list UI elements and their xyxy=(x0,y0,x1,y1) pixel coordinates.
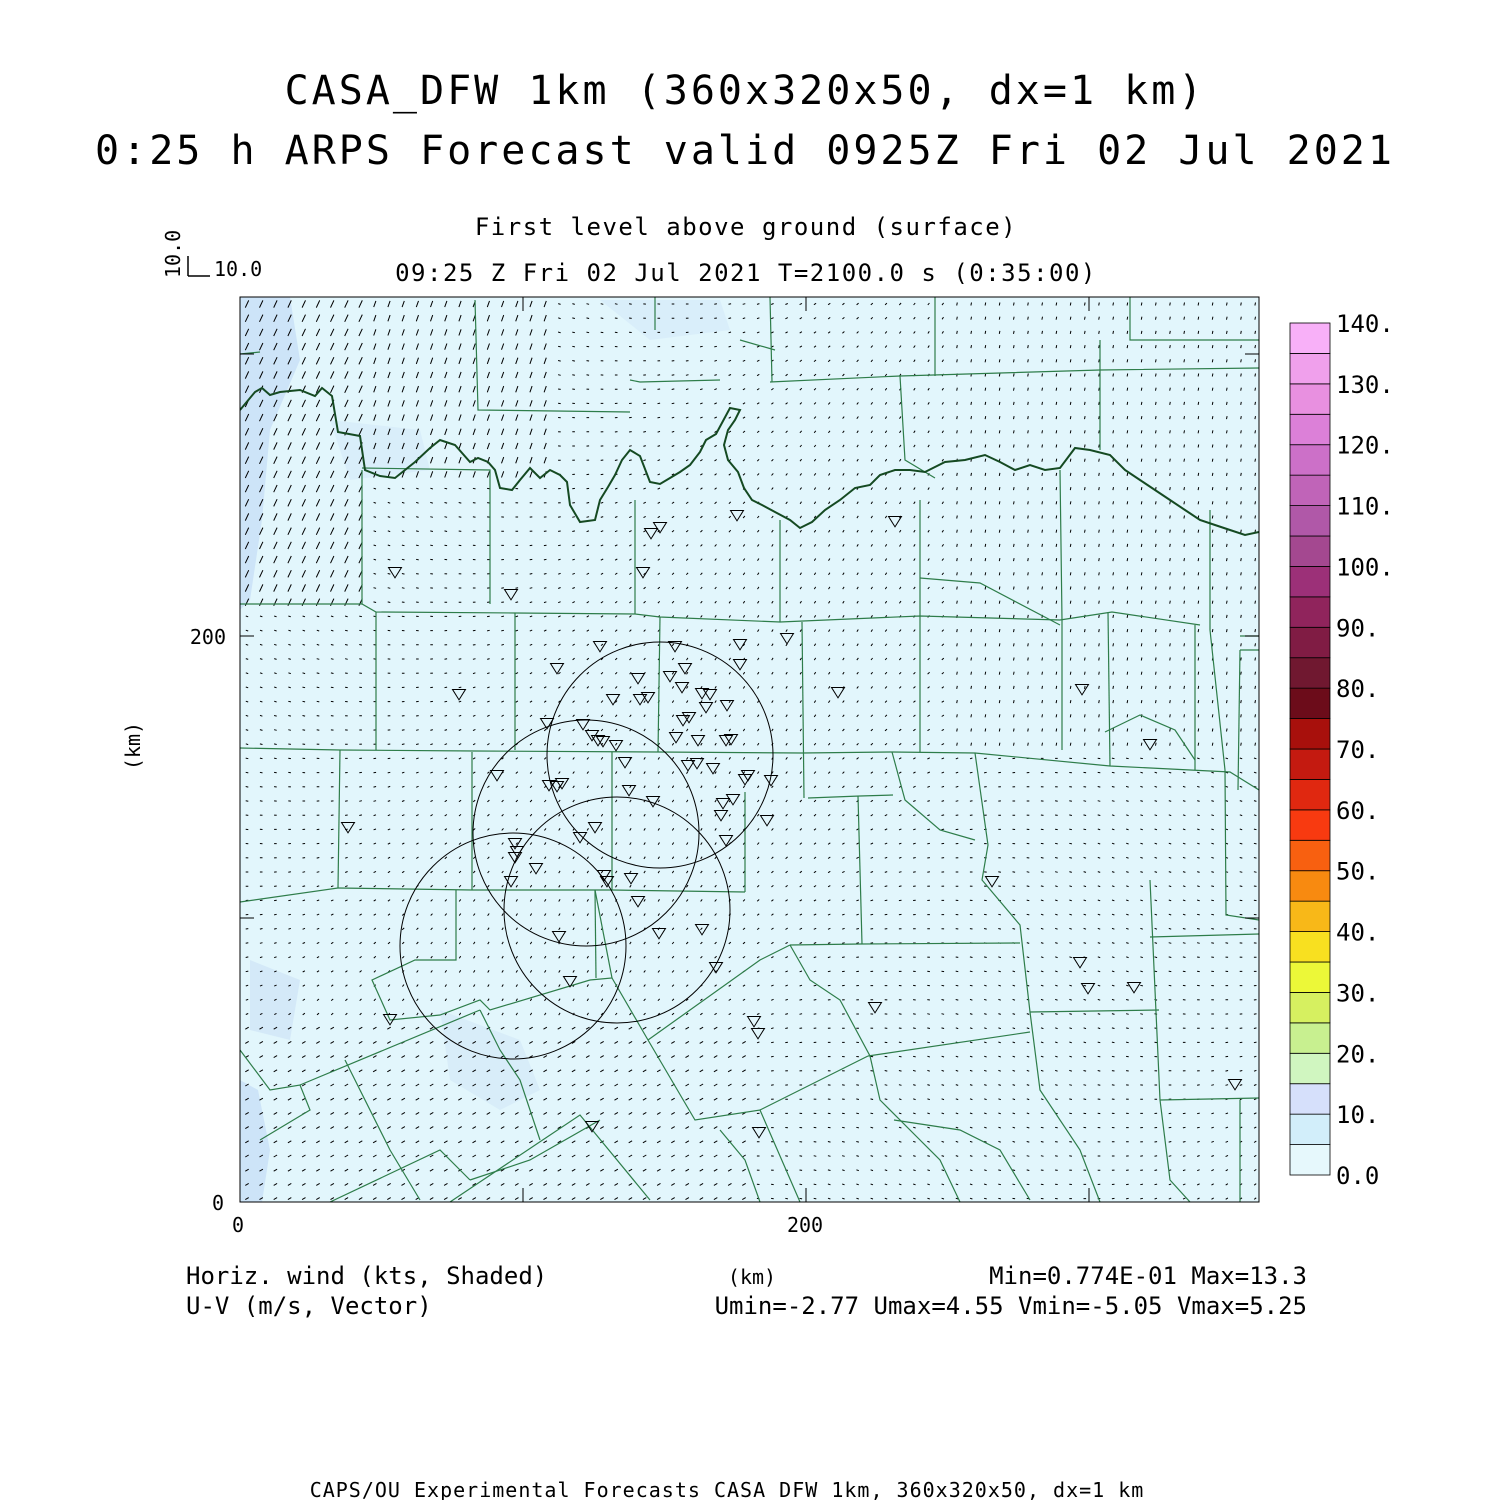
x-tick-200: 200 xyxy=(786,1213,824,1237)
colorbar-swatch xyxy=(1290,445,1330,475)
colorbar-swatch xyxy=(1290,719,1330,749)
colorbar-swatch xyxy=(1290,506,1330,536)
y-axis-label: (km) xyxy=(121,721,145,771)
x-tick-0: 0 xyxy=(231,1213,245,1237)
colorbar-swatch xyxy=(1290,475,1330,505)
colorbar-swatch xyxy=(1290,810,1330,840)
colorbar-label: 0.0 xyxy=(1336,1162,1380,1190)
colorbar-swatch xyxy=(1290,688,1330,718)
y-tick-200: 200 xyxy=(189,625,226,649)
subtitle-time: 09:25 Z Fri 02 Jul 2021 T=2100.0 s (0:35:00) xyxy=(395,259,1097,287)
colorbar-label: 140. xyxy=(1336,310,1394,338)
title-line-2: 0:25 h ARPS Forecast valid 0925Z Fri 02 Jul 2021 xyxy=(95,128,1395,174)
colorbar-swatch xyxy=(1290,749,1330,779)
colorbar-label: 20. xyxy=(1336,1040,1380,1069)
colorbar-swatch xyxy=(1290,779,1330,809)
colorbar-label: 50. xyxy=(1336,857,1380,886)
colorbar-swatch xyxy=(1290,536,1330,566)
colorbar-swatch xyxy=(1290,597,1330,627)
colorbar-label: 60. xyxy=(1336,796,1380,825)
colorbar-swatch xyxy=(1290,962,1330,992)
subtitle-level: First level above ground (surface) xyxy=(474,213,1018,241)
colorbar-swatch xyxy=(1290,1114,1330,1144)
colorbar-label: 90. xyxy=(1336,614,1380,643)
legend-uv-range: Umin=-2.77 Umax=4.55 Vmin=-5.05 Vmax=5.25 xyxy=(714,1292,1307,1320)
reference-vector xyxy=(161,230,262,281)
colorbar-swatch xyxy=(1290,627,1330,657)
y-tick-0: 0 xyxy=(211,1191,224,1215)
colorbar-swatch xyxy=(1290,566,1330,596)
map-plot xyxy=(240,297,1259,1202)
colorbar-label: 10. xyxy=(1336,1101,1380,1130)
colorbar-swatch xyxy=(1290,1053,1330,1083)
colorbar-swatch xyxy=(1290,1023,1330,1053)
colorbar-swatch xyxy=(1290,1084,1330,1114)
colorbar-swatch xyxy=(1290,992,1330,1022)
colorbar-label: 30. xyxy=(1336,979,1380,1008)
legend-min-max: Min=0.774E-01 Max=13.3 xyxy=(989,1262,1307,1290)
colorbar-labels xyxy=(1336,310,1394,1190)
colorbar-swatch xyxy=(1290,840,1330,870)
colorbar-label: 120. xyxy=(1336,431,1394,460)
colorbar-swatch xyxy=(1290,1145,1330,1175)
reference-vector-vertical-label: 10.0 xyxy=(161,229,185,278)
x-axis-label: (km) xyxy=(727,1265,777,1289)
colorbar-label: 110. xyxy=(1336,492,1394,521)
legend-shaded-field: Horiz. wind (kts, Shaded) xyxy=(186,1262,548,1290)
colorbar-label: 70. xyxy=(1336,736,1380,764)
colorbar-swatch xyxy=(1290,901,1330,931)
colorbar-swatch xyxy=(1290,932,1330,962)
colorbar xyxy=(1290,323,1330,1175)
colorbar-swatch xyxy=(1290,871,1330,901)
colorbar-swatch xyxy=(1290,353,1330,383)
footer-credit: CAPS/OU Experimental Forecasts CASA DFW 1km, 360x320x50, dx=1 km xyxy=(309,1478,1145,1500)
colorbar-label: 80. xyxy=(1336,675,1380,704)
colorbar-swatch xyxy=(1290,323,1330,353)
colorbar-label: 40. xyxy=(1336,918,1380,947)
colorbar-swatch xyxy=(1290,658,1330,688)
title-line-1: CASA_DFW 1km (360x320x50, dx=1 km) xyxy=(284,68,1206,114)
colorbar-label: 100. xyxy=(1336,553,1394,582)
colorbar-label: 130. xyxy=(1336,370,1394,399)
colorbar-swatch xyxy=(1290,414,1330,444)
legend-vector-field: U-V (m/s, Vector) xyxy=(186,1292,432,1320)
reference-vector-horizontal-label: 10.0 xyxy=(214,257,263,281)
colorbar-swatch xyxy=(1290,384,1330,414)
